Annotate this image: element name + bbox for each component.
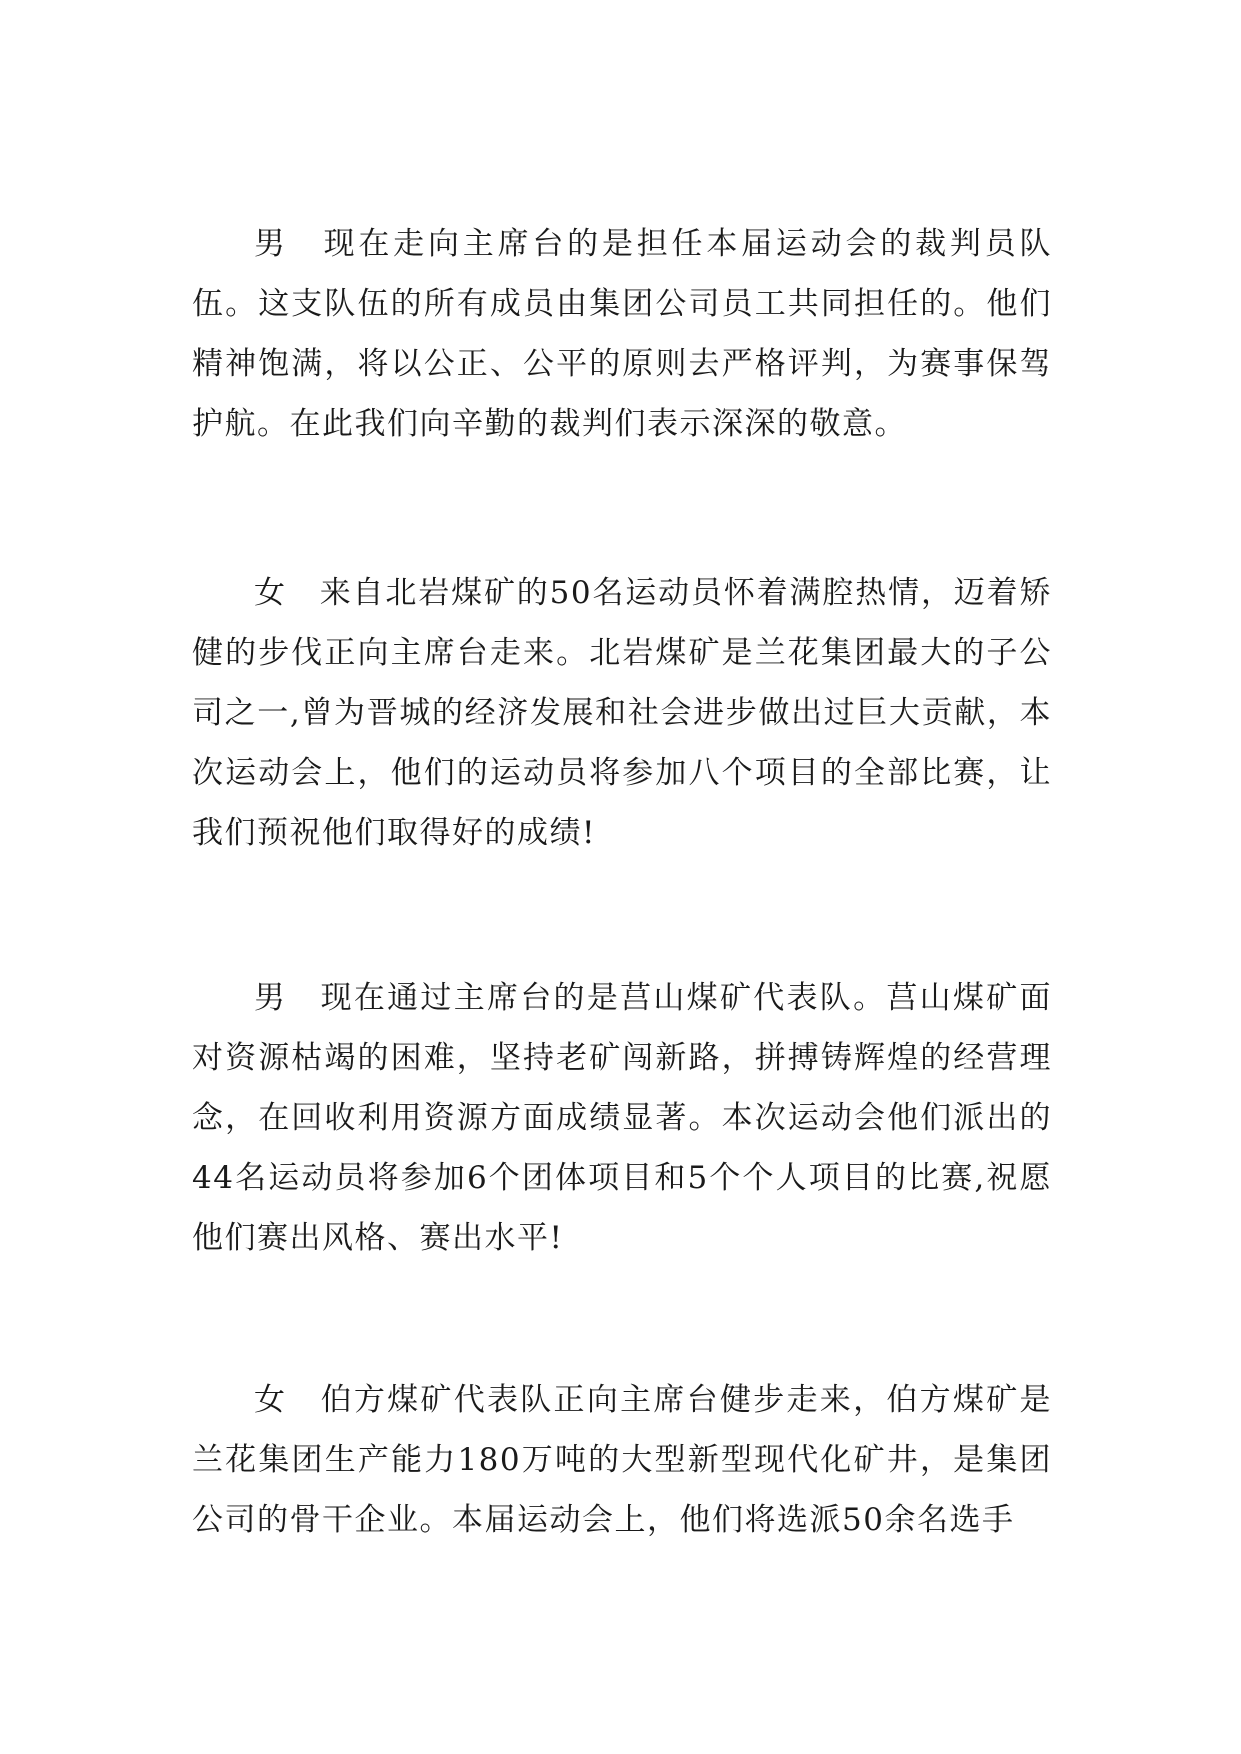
paragraph-referee-team: 男 现在走向主席台的是担任本届运动会的裁判员队伍。这支队伍的所有成员由集团公司员工共同担任的。他们精神饱满，将以公正、公平的原则去严格评判，为赛事保驾护航。在此我们向辛勤的裁判们表示深深的敬意。 bbox=[192, 226, 1052, 442]
paragraph-jushan-coal-mine: 男 现在通过主席台的是莒山煤矿代表队。莒山煤矿面对资源枯竭的困难，坚持老矿闯新路，拼搏铸辉煌的经营理念，在回收利用资源方面成绩显著。本次运动会他们派出的44名运动员将参加6个团体项目和5个个人项目的比赛,祝愿他们赛出风格、赛出水平! bbox=[192, 980, 1052, 1256]
paragraph-beiyan-coal-mine: 女 来自北岩煤矿的50名运动员怀着满腔热情，迈着矫健的步伐正向主席台走来。北岩煤矿是兰花集团最大的子公司之一,曾为晋城的经济发展和社会进步做出过巨大贡献，本次运动会上，他们的运动员将参加八个项目的全部比赛，让我们预祝他们取得好的成绩! bbox=[192, 575, 1052, 851]
paragraph-bofang-coal-mine: 女 伯方煤矿代表队正向主席台健步走来，伯方煤矿是兰花集团生产能力180万吨的大型新型现代化矿井，是集团公司的骨干企业。本届运动会上，他们将选派50余名选手 bbox=[192, 1382, 1052, 1538]
